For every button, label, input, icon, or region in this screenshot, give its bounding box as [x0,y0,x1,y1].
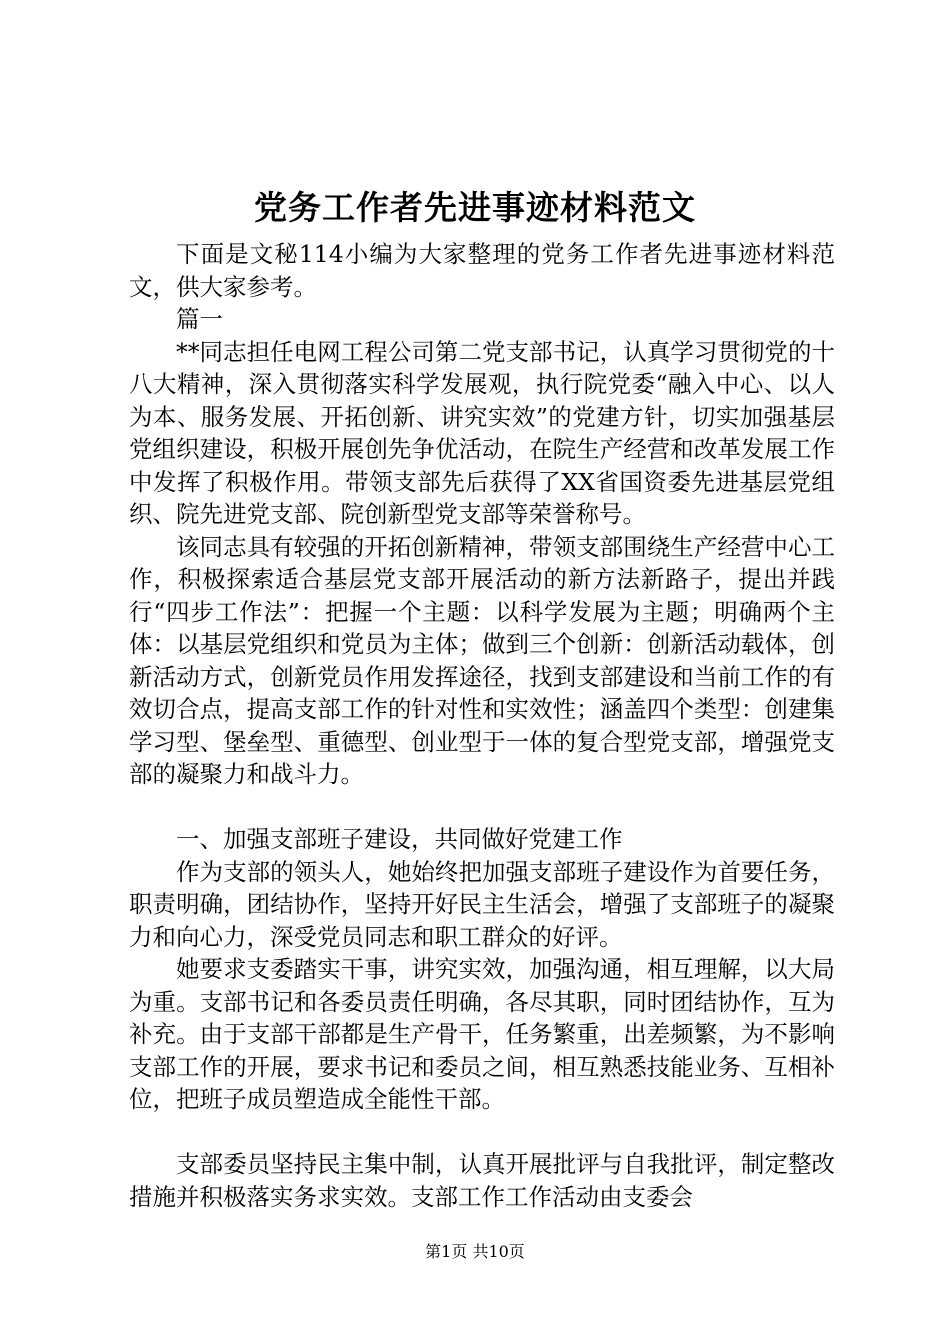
document-body [129,238,835,1213]
body-paragraph-1: **同志担任电网工程公司第二党支部书记，认真学习贯彻党的十八大精神，深入贯彻落实科学发展观，执行院党委“融入中心、以人为本、服务发展、开拓创新、讲究实效”的党建方针，切实加强基层党组织建设，积极开展创先争优活动，在院生产经营和改革发展工作中发挥了积极作用。带领支部先后获得了XX省国资委先进基层党组织、院先进党支部、院创新型党支部等荣誉称号。 [129,337,835,528]
body-paragraph-3: 作为支部的领头人，她始终把加强支部班子建设作为首要任务，职责明确，团结协作，坚持开好民主生活会，增强了支部班子的凝聚力和向心力，深受党员同志和职工群众的好评。 [129,857,835,951]
document-title: 党务工作者先进事迹材料范文 [254,188,696,227]
body-paragraph-2: 该同志具有较强的开拓创新精神，带领支部围绕生产经营中心工作，积极探索适合基层党支部开展活动的新方法新路子，提出并践行“四步工作法”：把握一个主题：以科学发展为主题；明确两个主体：以基层党组织和党员为主体；做到三个创新：创新活动载体，创新活动方式，创新党员作用发挥途径，找到支部建设和当前工作的有效切合点，提高支部工作的针对性和实效性；涵盖四个类型：创建集学习型、堡垒型、重德型、创业型于一体的复合型党支部，增强党支部的凝聚力和战斗力。 [129,532,835,788]
paragraph-spacer [129,791,835,824]
section-heading-1: 一、加强支部班子建设，共同做好党建工作 [176,825,623,853]
body-paragraph-4: 她要求支委踏实干事，讲究实效，加强沟通，相互理解，以大局为重。支部书记和各委员责任明确，各尽其职，同时团结协作，互为补充。由于支部干部都是生产骨干，任务繁重，出差频繁，为不影响支部工作的开展，要求书记和委员之间，相互熟悉技能业务、互相补位，把班子成员塑造成全能性干部。 [129,955,835,1113]
page-footer: 第1页 共10页 [425,1242,525,1261]
paragraph-spacer [129,1116,835,1149]
body-paragraph-5: 支部委员坚持民主集中制，认真开展批评与自我批评，制定整改措施并积极落实务求实效。支部工作工作活动由支委会 [129,1150,835,1211]
intro-paragraph: 下面是文秘114小编为大家整理的党务工作者先进事迹材料范文，供大家参考。 [129,240,835,301]
section-label: 篇一 [176,305,223,333]
